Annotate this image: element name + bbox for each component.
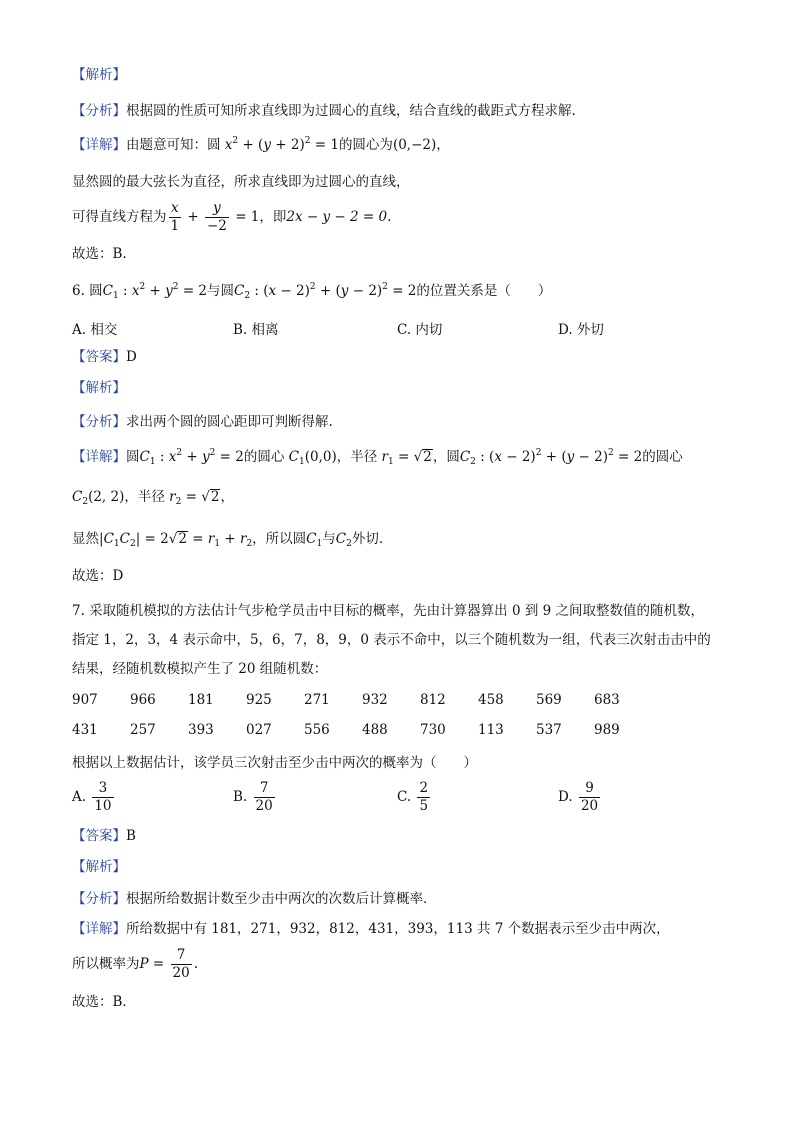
q5-line2: 显然圆的最大弦长为直径，所求直线即为过圆心的直线， <box>72 174 410 190</box>
q7-option-a: A. $\frac{3}{10}$ <box>72 780 112 814</box>
q6-analysis-header: 【解析】 <box>72 380 126 396</box>
q5-analysis-header: 【解析】 <box>72 67 126 83</box>
q6-answer: 【答案】D <box>72 349 137 365</box>
q7-stem-line1: 7. 采取随机模拟的方法估计气步枪学员击中目标的概率，先由计算器算出 0 到 9 之间取整数值的随机数， <box>72 603 705 619</box>
random-number: 569 <box>536 692 562 708</box>
q5-center: (0,−2) <box>392 137 437 153</box>
random-number: 458 <box>478 692 504 708</box>
random-number: 989 <box>594 722 620 738</box>
q7-choice: 故选：B． <box>72 994 136 1010</box>
q7-option-c: C. $\frac{2}{5}$ <box>397 780 429 814</box>
q7-analysis-header: 【解析】 <box>72 859 126 875</box>
q5-line3: 可得直线方程为 $\frac{x}{1}$ + $\frac{y}{-2}$ = 1，即2x − y − 2 = 0. <box>72 200 392 234</box>
random-number: 907 <box>72 692 98 708</box>
q7-answer: 【答案】B <box>72 828 136 844</box>
q6-option-a: A. 相交 <box>72 322 118 338</box>
q6-detail-line2: $C_2(2$, 2)，半径 $r_2 = √2$， <box>72 489 234 507</box>
q7-fenxi-line: 【分析】根据所给数据计数至少击中两次的次数后计算概率． <box>72 891 437 907</box>
q7-option-b: B. $\frac{7}{20}$ <box>233 780 273 814</box>
random-number: 393 <box>188 722 214 738</box>
q7-detail-line: 【详解】所给数据中有 181，271，932，812，431，393，113 共 7 个数据表示至少击中两次， <box>72 921 670 937</box>
q6-stem: 6. 圆$C_1$ : $x^2 + y^2 = 2$与圆$C_2$ : $(x - 2)^2 + (y - 2)^2 = 2$的位置关系是（ ） <box>72 282 552 301</box>
random-number: 932 <box>362 692 388 708</box>
random-number: 257 <box>130 722 156 738</box>
random-number: 683 <box>594 692 620 708</box>
q6-choice: 故选：D <box>72 568 124 584</box>
q6-option-b: B. 相离 <box>233 322 279 338</box>
random-number: 730 <box>420 722 446 738</box>
q7-random-row-1 <box>72 692 652 708</box>
random-number: 966 <box>130 692 156 708</box>
q5-fenxi-line: 【分析】根据圆的性质可知所求直线即为过圆心的直线，结合直线的截距式方程求解. <box>72 103 576 119</box>
random-number: 431 <box>72 722 98 738</box>
random-number: 925 <box>246 692 272 708</box>
q5-choice: 故选：B. <box>72 246 127 262</box>
q6-option-d: D. 外切 <box>558 322 604 338</box>
q7-probability-line: 所以概率为P = $\frac{7}{20}$ . <box>72 947 198 981</box>
random-number: 812 <box>420 692 446 708</box>
random-number: 556 <box>304 722 330 738</box>
q7-stem-line3: 结果，经随机数模拟产生了 20 组随机数： <box>72 661 328 677</box>
q6-option-c: C. 内切 <box>397 322 443 338</box>
random-number: 027 <box>246 722 272 738</box>
q7-option-d: D. $\frac{9}{20}$ <box>558 780 599 814</box>
random-number: 537 <box>536 722 562 738</box>
q7-question: 根据以上数据估计，该学员三次射击至少击中两次的概率为（ ） <box>72 755 477 771</box>
random-number: 113 <box>478 722 504 738</box>
q5-detail-line: 【详解】由题意可知：圆 $x^2 + (y + 2)^2 = 1$的圆心为(0,−2)， <box>72 136 450 153</box>
q6-detail-line1: 【详解】圆$C_1$ : $x^2 + y^2 = 2$的圆心 $C_1(0,0)$，半径 $r_1 = √2$，圆$C_2$ : $(x - 2)^2 + (y - 2)^2 = 2$的圆心 <box>72 448 683 467</box>
q6-fenxi-line: 【分析】求出两个圆的圆心距即可判断得解. <box>72 414 333 430</box>
q7-stem-line2: 指定 1，2，3，4 表示命中，5，6，7，8，9，0 表示不命中，以三个随机数为一组，代表三次射击击中的 <box>72 632 711 648</box>
random-number: 488 <box>362 722 388 738</box>
q6-detail-line3: 显然$|C_1C_2| = 2√2 = r_1 + r_2$，所以圆$C_1$与$C_2$外切. <box>72 531 384 549</box>
random-number: 271 <box>304 692 330 708</box>
q7-random-row-2 <box>72 722 652 738</box>
random-number: 181 <box>188 692 214 708</box>
